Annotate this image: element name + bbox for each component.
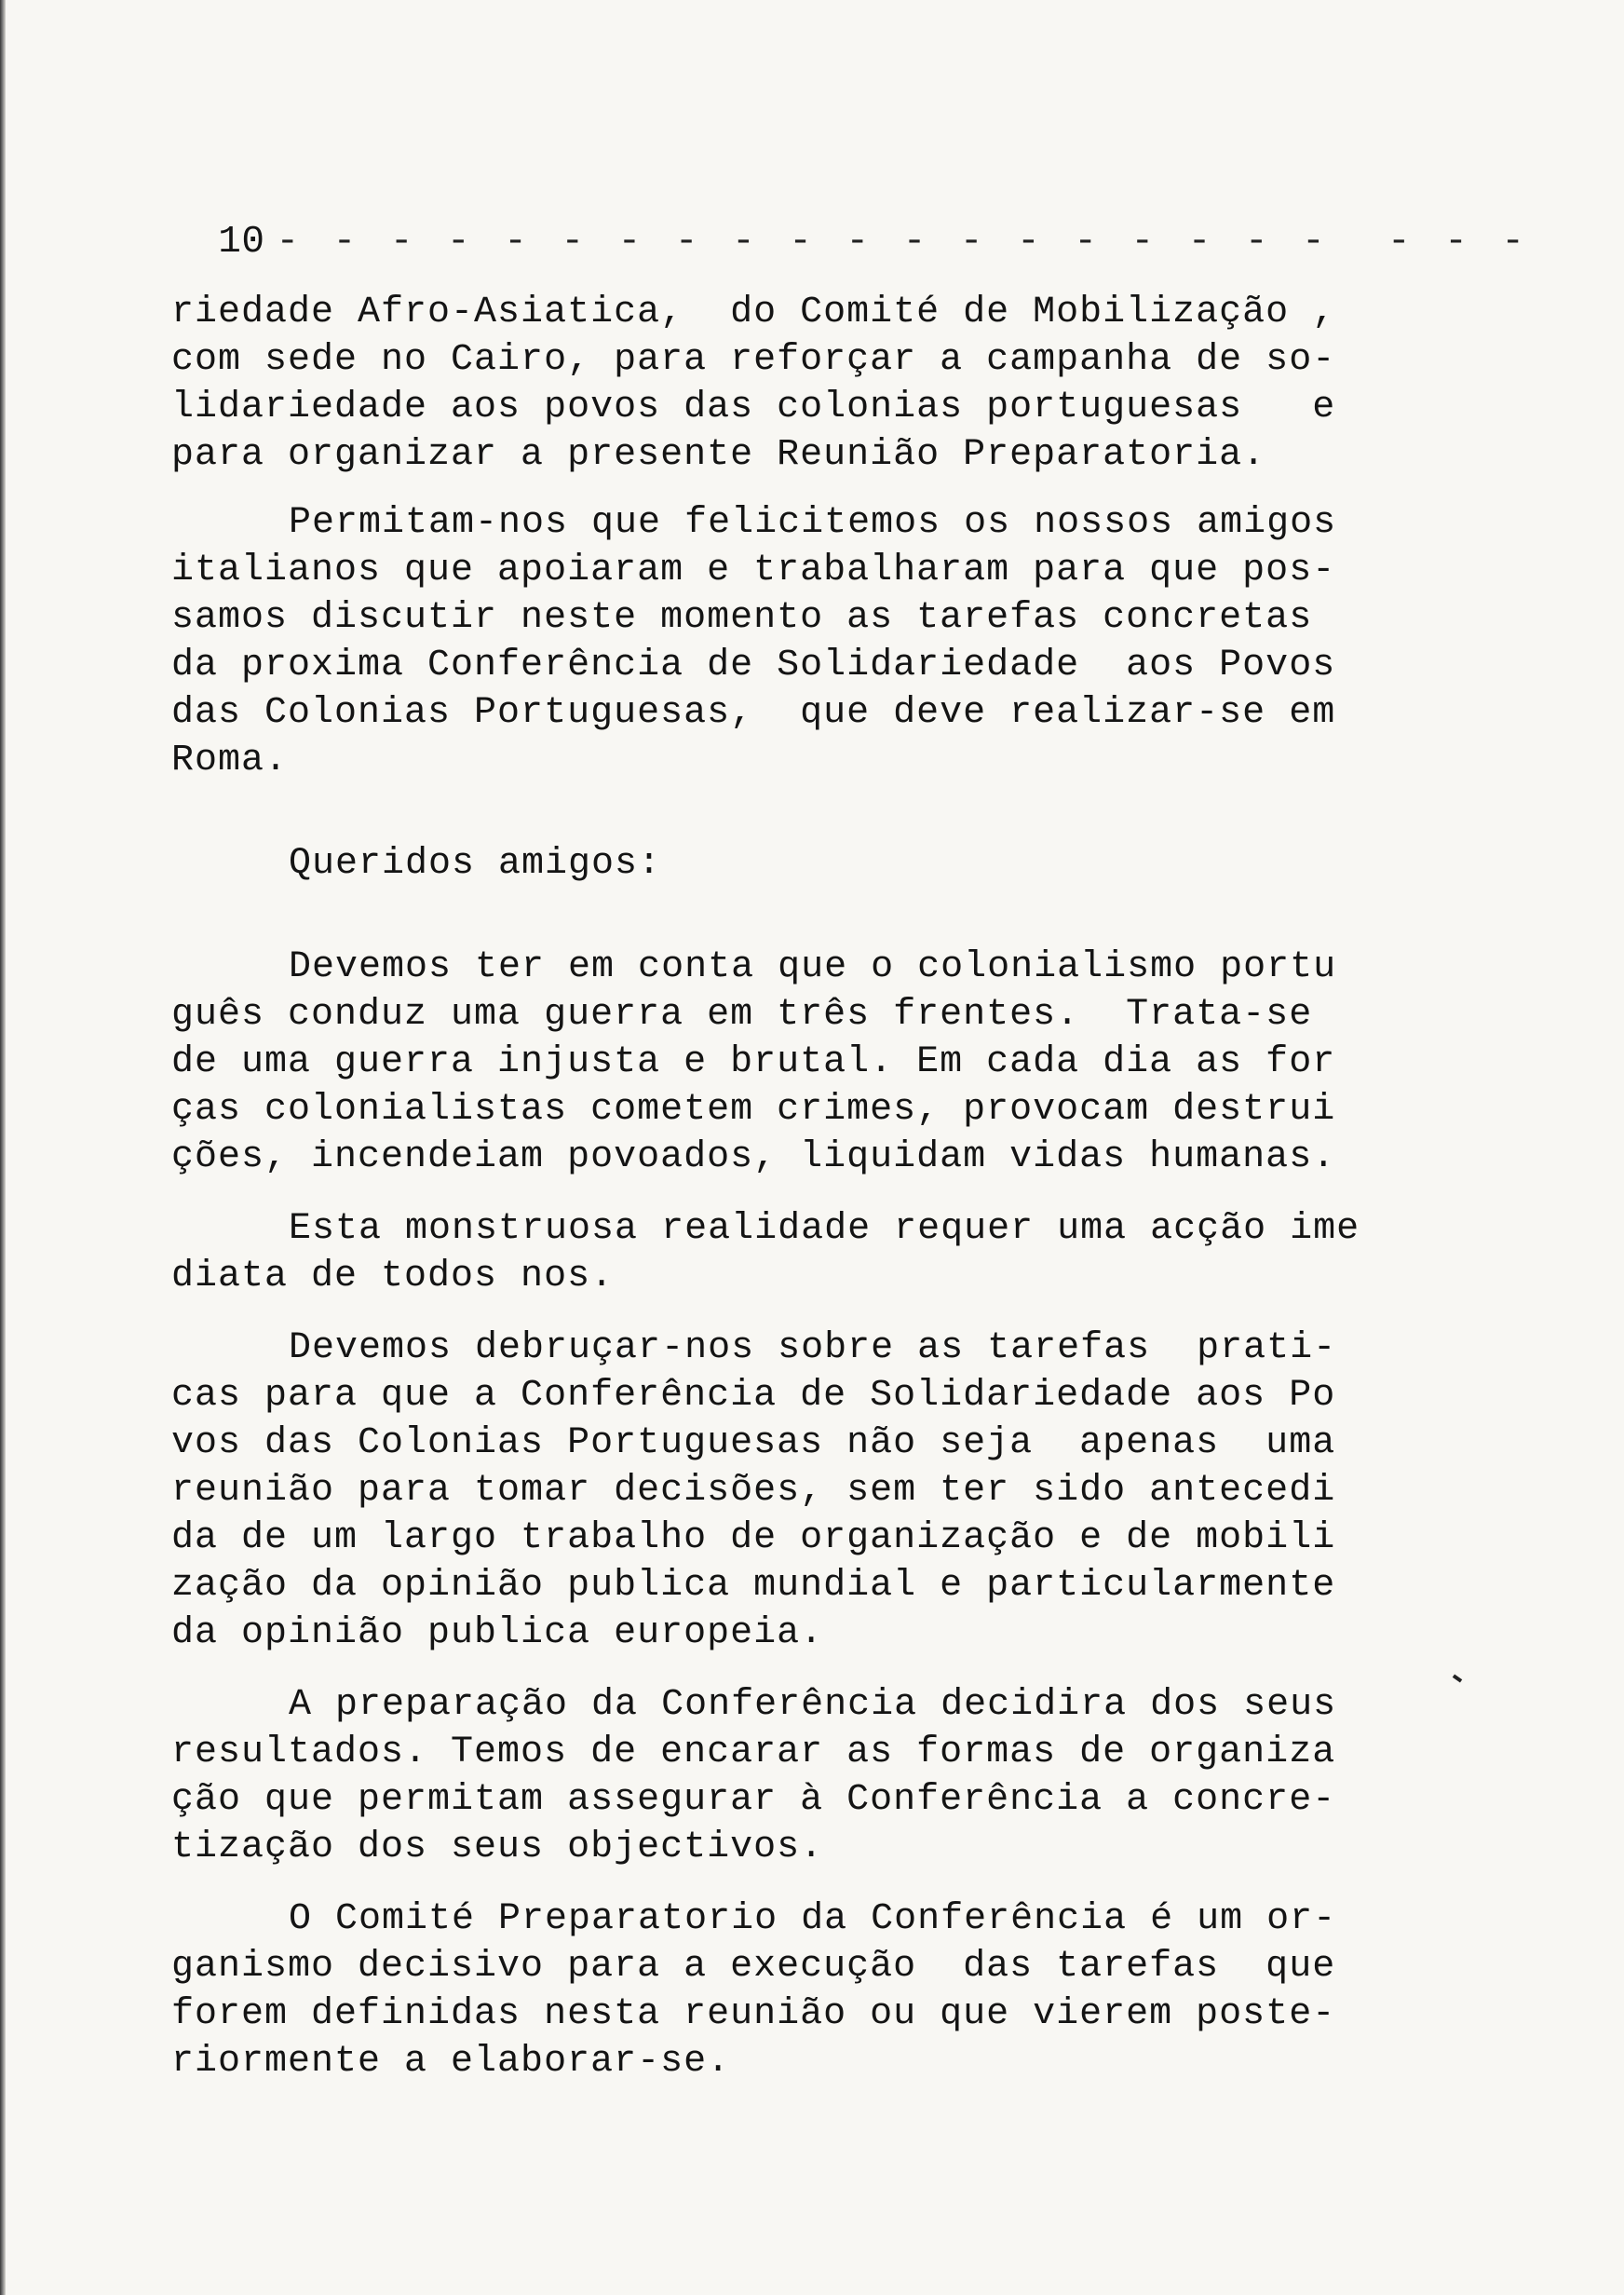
text-line: diata de todos nos. (171, 1256, 615, 1297)
text-line: da proxima Conferência de Solidariedade aos Povos (171, 645, 1336, 686)
text-line: Esta monstruosa realidade requer uma acção ime (289, 1208, 1360, 1250)
text-line: samos discutir neste momento as tarefas concretas (171, 597, 1313, 639)
text-line: Roma. (171, 740, 289, 781)
text-line: forem definidas nesta reunião ou que vierem poste- (171, 1993, 1336, 2035)
text-line: zação da opinião publica mundial e particularmente (171, 1565, 1336, 1607)
text-line: da de um largo trabalho de organização e de mobili (171, 1517, 1336, 1559)
text-line: ganismo decisivo para a execução das tarefas que (171, 1946, 1336, 1988)
text-line: ças colonialistas cometem crimes, provocam destrui (171, 1089, 1336, 1131)
text-line: lidariedade aos povos das colonias portuguesas e (171, 387, 1336, 428)
text-line: Devemos debruçar-nos sobre as tarefas prati- (289, 1327, 1337, 1369)
text-line: vos das Colonias Portuguesas não seja apenas uma (171, 1422, 1336, 1464)
text-line: ção que permitam assegurar à Conferência a concre- (171, 1779, 1336, 1821)
salutation: Queridos amigos: (289, 843, 662, 885)
text-line: riedade Afro-Asiatica, do Comité de Mobilização , (171, 292, 1336, 333)
text-line: guês conduz uma guerra em três frentes. Trata-se (171, 994, 1313, 1036)
text-line: com sede no Cairo, para reforçar a campanha de so- (171, 339, 1336, 381)
header-rule: - - - - - - - - - - - - - - - - - - - - - - (276, 221, 1531, 264)
text-line: A preparação da Conferência decidira dos seus (289, 1684, 1337, 1726)
page-header (171, 158, 1531, 264)
text-line: tização dos seus objectivos. (171, 1826, 824, 1868)
scanned-page-edge (0, 0, 6, 2295)
text-line: italianos que apoiaram e trabalharam para que pos- (171, 550, 1336, 591)
text-line: Permitam-nos que felicitemos os nossos amigos (289, 502, 1337, 544)
text-line: cas para que a Conferência de Solidariedade aos Po (171, 1375, 1336, 1417)
text-line: de uma guerra injusta e brutal. Em cada dia as for (171, 1041, 1336, 1083)
text-line: das Colonias Portuguesas, que deve realizar-se em (171, 692, 1336, 734)
text-line: O Comité Preparatorio da Conferência é um or- (289, 1898, 1337, 1940)
text-line: riormente a elaborar-se. (171, 2041, 731, 2083)
document-body (171, 289, 1360, 2085)
text-line: da opinião publica europeia. (171, 1612, 824, 1654)
page-number: 10 (218, 221, 265, 264)
text-line: reunião para tomar decisões, sem ter sido antecedi (171, 1470, 1336, 1512)
stray-ink-mark (1453, 1674, 1462, 1682)
text-line: Devemos ter em conta que o colonialismo portu (289, 946, 1337, 988)
text-line: ções, incendeiam povoados, liquidam vidas humanas. (171, 1136, 1336, 1178)
text-line: para organizar a presente Reunião Preparatoria. (171, 434, 1266, 476)
text-line: resultados. Temos de encarar as formas de organiza (171, 1731, 1336, 1773)
